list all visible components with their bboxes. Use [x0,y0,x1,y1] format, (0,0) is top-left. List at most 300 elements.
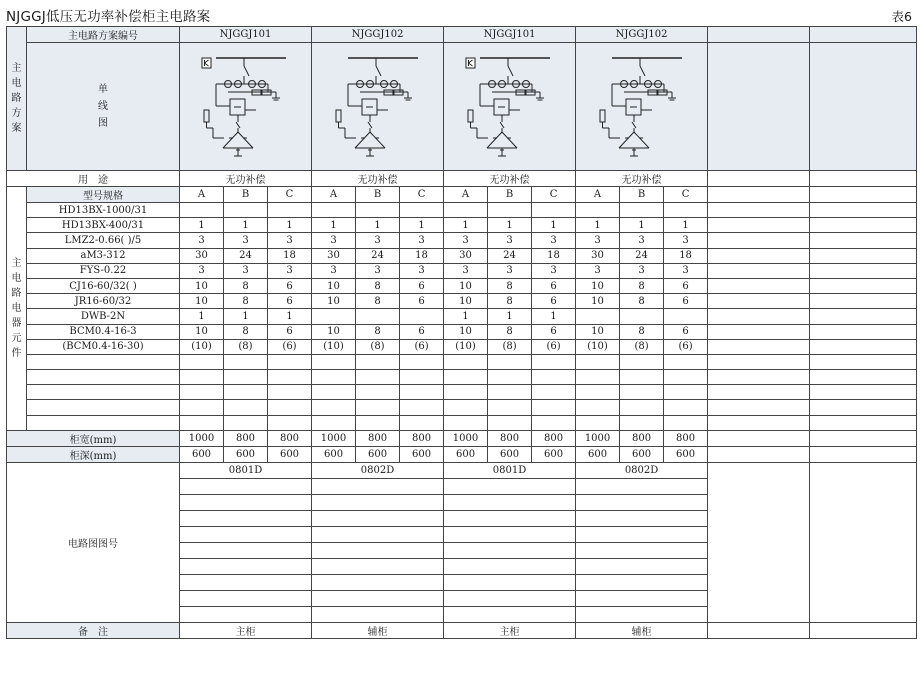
empty-cell [444,400,488,415]
vertical-char: 器 [11,317,22,329]
empty-cell [400,400,444,415]
empty-cell [268,354,312,369]
variant-header: C [268,187,312,203]
component-qty: (6) [532,339,576,354]
variant-header: B [488,187,532,203]
component-qty: 24 [356,248,400,263]
empty-cell [810,263,917,278]
empty-cell [27,354,180,369]
empty-cell [444,385,488,400]
cabinet-depth: 600 [400,446,444,462]
empty-cell [576,400,620,415]
component-qty [620,203,664,218]
circuit-no: 0802D [576,462,708,478]
component-qty: 3 [224,263,268,278]
empty-cell [312,370,356,385]
empty-cell [444,415,488,430]
scheme-usage: 无功补偿 [576,171,708,187]
component-qty: 8 [356,278,400,293]
empty-cell [708,233,810,248]
component-qty: 24 [620,248,664,263]
component-qty: 30 [576,248,620,263]
component-qty: 10 [444,294,488,309]
component-name: BCM0.4-16-3 [27,324,180,339]
component-qty [400,309,444,324]
empty-cell [180,370,224,385]
variant-header: C [664,187,708,203]
empty-cell [708,400,810,415]
variant-header: A [444,187,488,203]
component-qty: (8) [224,339,268,354]
component-qty: (10) [576,339,620,354]
empty-cell [620,385,664,400]
cabinet-depth: 600 [444,446,488,462]
cabinet-depth: 600 [576,446,620,462]
empty-cell [576,385,620,400]
empty-cell [444,590,576,606]
single-line-diagram [444,43,576,171]
empty-cell [312,354,356,369]
component-qty: 3 [356,233,400,248]
empty-cell [27,385,180,400]
empty-cell [576,510,708,526]
cabinet-width: 800 [532,430,576,446]
empty-cell [810,400,917,415]
empty-cell [810,294,917,309]
empty-cell [180,415,224,430]
empty-cell [312,606,444,622]
component-qty: 3 [400,263,444,278]
empty-cell [444,478,576,494]
component-qty: 8 [620,278,664,293]
component-qty: 3 [444,233,488,248]
cabinet-depth: 600 [488,446,532,462]
component-qty: 3 [488,233,532,248]
component-qty [312,203,356,218]
circuit-diagram-icon [594,52,690,162]
cabinet-width: 1000 [312,430,356,446]
component-qty: 6 [268,294,312,309]
empty-cell [532,354,576,369]
component-qty: 8 [224,324,268,339]
component-qty [444,203,488,218]
component-qty: 24 [488,248,532,263]
empty-cell [664,400,708,415]
side-label-scheme [7,27,27,171]
component-qty: 1 [532,309,576,324]
empty-cell [576,478,708,494]
empty-cell [708,187,810,203]
variant-header: C [400,187,444,203]
empty-cell [488,415,532,430]
vertical-char: 方 [11,108,22,119]
component-qty: 3 [576,263,620,278]
component-qty: 1 [620,218,664,233]
empty-cell [810,339,917,354]
vertical-char: 主 [11,63,22,74]
component-qty: 6 [532,278,576,293]
empty-cell [708,263,810,278]
component-qty: 3 [312,263,356,278]
scheme-remark: 主柜 [444,622,576,638]
component-qty: (10) [180,339,224,354]
single-line-char: 单 [98,84,108,95]
component-qty [620,309,664,324]
component-qty: 6 [400,278,444,293]
empty-cell [400,415,444,430]
component-qty: 3 [488,263,532,278]
component-qty [224,203,268,218]
empty-cell [180,494,312,510]
component-qty: 6 [532,294,576,309]
empty-cell [810,385,917,400]
empty-cell [224,400,268,415]
component-name: aM3-312 [27,248,180,263]
cabinet-width: 1000 [576,430,620,446]
component-qty [664,203,708,218]
empty-cell [664,385,708,400]
side-label-components [7,187,27,431]
empty-cell [180,510,312,526]
empty-cell [312,558,444,574]
component-qty: 10 [444,278,488,293]
empty-cell [356,370,400,385]
empty-cell [356,354,400,369]
scheme-remark: 辅柜 [576,622,708,638]
empty-cell [532,370,576,385]
component-qty: 3 [312,233,356,248]
circuit-no-label: 电路图图号 [7,462,180,622]
empty-cell [576,542,708,558]
empty-cell [810,462,917,622]
empty-cell [444,354,488,369]
component-qty: (6) [268,339,312,354]
empty-cell [708,385,810,400]
circuit-diagram-icon [462,52,558,162]
component-qty: 6 [532,324,576,339]
component-qty: 8 [620,294,664,309]
scheme-usage: 无功补偿 [180,171,312,187]
component-qty: 1 [312,218,356,233]
empty-cell [708,248,810,263]
single-line-diagram [180,43,312,171]
empty-cell [708,339,810,354]
component-qty: 18 [532,248,576,263]
component-qty: 8 [224,294,268,309]
model-spec-label: 型号规格 [27,187,180,203]
empty-cell [268,385,312,400]
component-qty: 3 [576,233,620,248]
component-name: HD13BX-1000/31 [27,203,180,218]
circuit-no: 0801D [444,462,576,478]
component-name: DWB-2N [27,309,180,324]
component-qty: 3 [620,233,664,248]
component-qty: 8 [488,294,532,309]
empty-cell [180,606,312,622]
table-number: 表6 [891,9,912,24]
empty-cell [268,370,312,385]
empty-cell [810,43,917,171]
component-qty: 10 [312,294,356,309]
empty-cell [620,370,664,385]
empty-cell [664,415,708,430]
empty-cell [708,309,810,324]
scheme-no-label: 主电路方案编号 [27,27,180,43]
component-qty: 1 [488,309,532,324]
component-qty: 3 [664,233,708,248]
empty-cell [810,622,917,638]
empty-cell [576,494,708,510]
circuit-no: 0802D [312,462,444,478]
vertical-char: 路 [11,93,22,104]
component-qty: 30 [444,248,488,263]
component-qty: 3 [620,263,664,278]
empty-cell [180,542,312,558]
scheme-code: NJGGJ102 [312,27,444,43]
component-name: (BCM0.4-16-30) [27,339,180,354]
empty-cell [810,27,917,43]
empty-cell [810,354,917,369]
component-qty: 1 [664,218,708,233]
cabinet-width: 1000 [180,430,224,446]
empty-cell [620,400,664,415]
variant-header: B [224,187,268,203]
component-qty [488,203,532,218]
component-qty: 3 [400,233,444,248]
component-qty: 3 [268,263,312,278]
empty-cell [576,590,708,606]
vertical-char: 案 [11,123,22,134]
empty-cell [400,354,444,369]
component-qty: 18 [400,248,444,263]
empty-cell [708,430,810,446]
cabinet-width: 800 [268,430,312,446]
empty-cell [444,542,576,558]
empty-cell [180,354,224,369]
circuit-no: 0801D [180,462,312,478]
component-qty: 8 [224,278,268,293]
component-qty: 30 [312,248,356,263]
component-name: FYS-0.22 [27,263,180,278]
variant-header: B [620,187,664,203]
cabinet-depth: 600 [224,446,268,462]
component-qty: 18 [268,248,312,263]
component-qty: 3 [444,263,488,278]
empty-cell [708,415,810,430]
variant-header: A [576,187,620,203]
component-qty: 10 [312,324,356,339]
empty-cell [708,218,810,233]
vertical-char: 电 [11,78,22,89]
empty-cell [810,248,917,263]
empty-cell [312,494,444,510]
component-qty: 6 [664,324,708,339]
single-line-diagram [576,43,708,171]
component-qty: 1 [356,218,400,233]
component-qty: (6) [400,339,444,354]
empty-cell [810,233,917,248]
empty-cell [224,385,268,400]
empty-cell [27,415,180,430]
empty-cell [708,203,810,218]
empty-cell [444,494,576,510]
component-qty: 10 [312,278,356,293]
component-qty: (6) [664,339,708,354]
component-qty: 1 [576,218,620,233]
empty-cell [810,430,917,446]
cabinet-depth: 600 [356,446,400,462]
component-qty: 3 [180,263,224,278]
cabinet-depth: 600 [312,446,356,462]
component-qty [576,309,620,324]
empty-cell [400,370,444,385]
empty-cell [576,606,708,622]
component-qty: 1 [444,218,488,233]
component-qty: 10 [576,324,620,339]
empty-cell [312,415,356,430]
empty-cell [532,385,576,400]
component-qty [400,203,444,218]
component-qty: 1 [224,218,268,233]
empty-cell [444,510,576,526]
empty-cell [268,415,312,430]
empty-cell [620,415,664,430]
empty-cell [312,526,444,542]
cabinet-depth-label: 柜深(mm) [7,446,180,462]
empty-cell [180,574,312,590]
empty-cell [312,400,356,415]
component-qty: 3 [268,233,312,248]
empty-cell [488,400,532,415]
empty-cell [224,354,268,369]
document-title: NJGGJ低压无功率补偿柜主电路案 [6,9,211,25]
component-qty: 8 [620,324,664,339]
empty-cell [810,446,917,462]
component-qty: (10) [312,339,356,354]
empty-cell [708,622,810,638]
component-qty: 10 [180,278,224,293]
component-qty: 3 [664,263,708,278]
empty-cell [708,446,810,462]
variant-header: C [532,187,576,203]
empty-cell [810,278,917,293]
component-qty: 30 [180,248,224,263]
empty-cell [180,478,312,494]
component-qty: 8 [488,324,532,339]
component-qty: 3 [532,233,576,248]
cabinet-depth: 600 [268,446,312,462]
single-line-char: 线 [98,101,108,112]
component-qty: 18 [664,248,708,263]
empty-cell [268,400,312,415]
single-line-char: 图 [98,118,108,129]
empty-cell [664,370,708,385]
component-qty: 3 [224,233,268,248]
component-qty: 1 [268,218,312,233]
component-qty: 8 [488,278,532,293]
component-qty: 24 [224,248,268,263]
component-name: JR16-60/32 [27,294,180,309]
component-qty: 6 [664,278,708,293]
scheme-code: NJGGJ101 [180,27,312,43]
empty-cell [620,354,664,369]
component-qty [268,203,312,218]
scheme-remark: 主柜 [180,622,312,638]
component-qty: 10 [180,294,224,309]
component-qty [312,309,356,324]
empty-cell [180,558,312,574]
component-qty: 3 [356,263,400,278]
empty-cell [444,606,576,622]
empty-cell [664,354,708,369]
cabinet-width: 800 [224,430,268,446]
empty-cell [356,400,400,415]
empty-cell [224,415,268,430]
component-qty: 10 [576,294,620,309]
component-qty: 6 [400,324,444,339]
scheme-remark: 辅柜 [312,622,444,638]
empty-cell [444,558,576,574]
cabinet-depth: 600 [664,446,708,462]
single-line-label [27,43,180,171]
cabinet-width: 800 [356,430,400,446]
component-qty [532,203,576,218]
circuit-diagram-icon [330,52,426,162]
empty-cell [312,590,444,606]
component-name: HD13BX-400/31 [27,218,180,233]
empty-cell [708,324,810,339]
vertical-char: 主 [11,257,22,269]
component-qty [576,203,620,218]
empty-cell [708,354,810,369]
vertical-char: 件 [11,347,22,359]
cabinet-width-label: 柜宽(mm) [7,430,180,446]
empty-cell [708,43,810,171]
scheme-code: NJGGJ101 [444,27,576,43]
cabinet-width: 800 [620,430,664,446]
component-qty [180,203,224,218]
empty-cell [708,370,810,385]
component-qty: 1 [224,309,268,324]
empty-cell [27,400,180,415]
empty-cell [810,324,917,339]
variant-header: B [356,187,400,203]
component-qty [356,309,400,324]
cabinet-width: 800 [400,430,444,446]
component-name: LMZ2-0.66( )/5 [27,233,180,248]
remark-label: 备 注 [7,622,180,638]
empty-cell [576,415,620,430]
empty-cell [312,478,444,494]
vertical-char: 元 [11,332,22,344]
empty-cell [312,542,444,558]
empty-cell [180,590,312,606]
single-line-diagram [312,43,444,171]
component-qty: 1 [444,309,488,324]
component-qty: 1 [488,218,532,233]
empty-cell [576,370,620,385]
component-qty: 3 [532,263,576,278]
component-qty: 1 [268,309,312,324]
component-qty: (8) [620,339,664,354]
component-qty: 6 [400,294,444,309]
circuit-scheme-table [6,26,917,639]
empty-cell [224,370,268,385]
cabinet-width: 1000 [444,430,488,446]
empty-cell [708,294,810,309]
empty-cell [312,574,444,590]
empty-cell [576,526,708,542]
